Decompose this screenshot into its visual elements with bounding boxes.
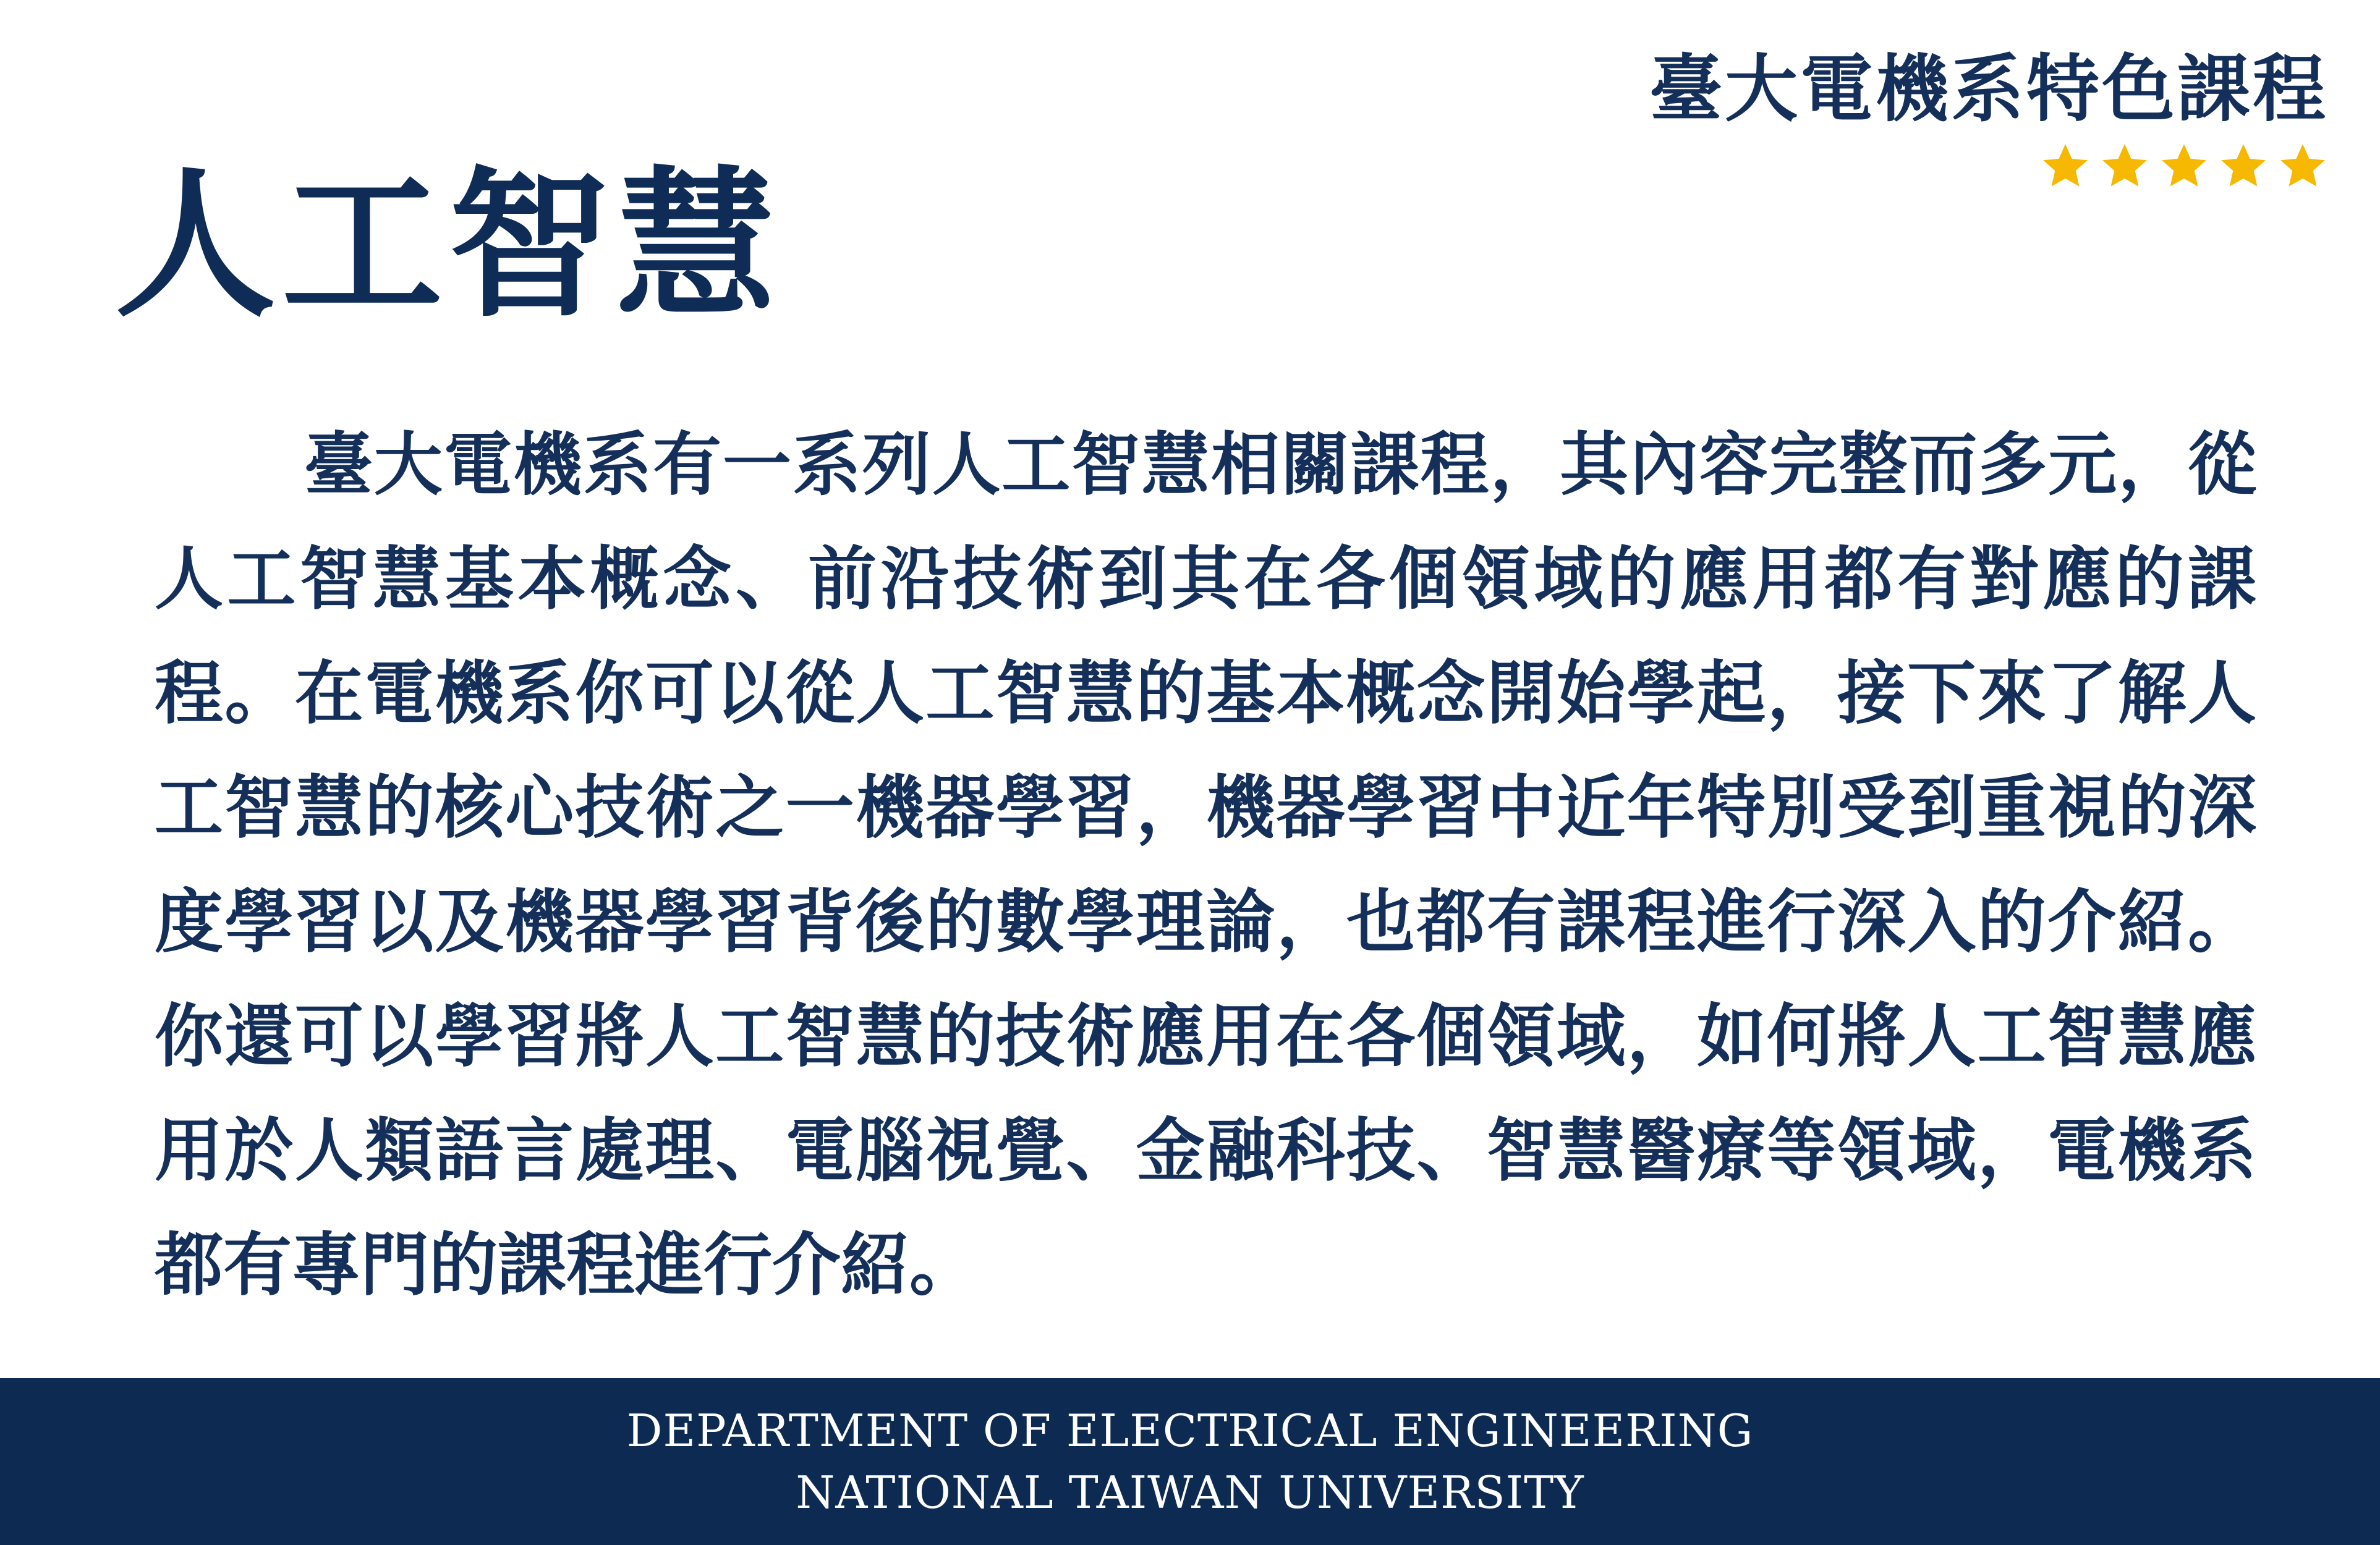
star-rating — [1649, 141, 2328, 192]
body-paragraph-text: 臺大電機系有一系列人工智慧相關課程，其內容完整而多元，從人工智慧基本概念、前沿技術到其在各個領域的應用都有對應的課程。在電機系你可以從人工智慧的基本概念開始學起，接下來了解人工智慧的核心技術之一機器學習，機器學習中近年特別受到重視的深度學習以及機器學習背後的數學理論，也都有課程進行深入的介紹。你還可以學習將人工智慧的技術應用在各個領域，如何將人工智慧應用於人類語言處理、電腦視覺、金融科技、智慧醫療等領域，電機系都有專門的課程進行介紹。 — [155, 425, 2256, 1305]
star-icon — [2040, 141, 2091, 192]
footer-university: NATIONAL TAIWAN UNIVERSITY — [796, 1467, 1584, 1518]
course-badge: 臺大電機系特色課程 — [1649, 46, 2328, 132]
body-paragraph — [155, 408, 2256, 1323]
footer-department: DEPARTMENT OF ELECTRICAL ENGINEERING — [626, 1405, 1754, 1457]
footer-bar — [0, 1378, 2380, 1545]
star-icon — [2218, 141, 2269, 192]
page-title: 人工智慧 — [115, 153, 783, 339]
star-icon — [2277, 141, 2328, 192]
star-icon — [2099, 141, 2150, 192]
star-icon — [2159, 141, 2209, 192]
header-right — [1649, 46, 2328, 192]
